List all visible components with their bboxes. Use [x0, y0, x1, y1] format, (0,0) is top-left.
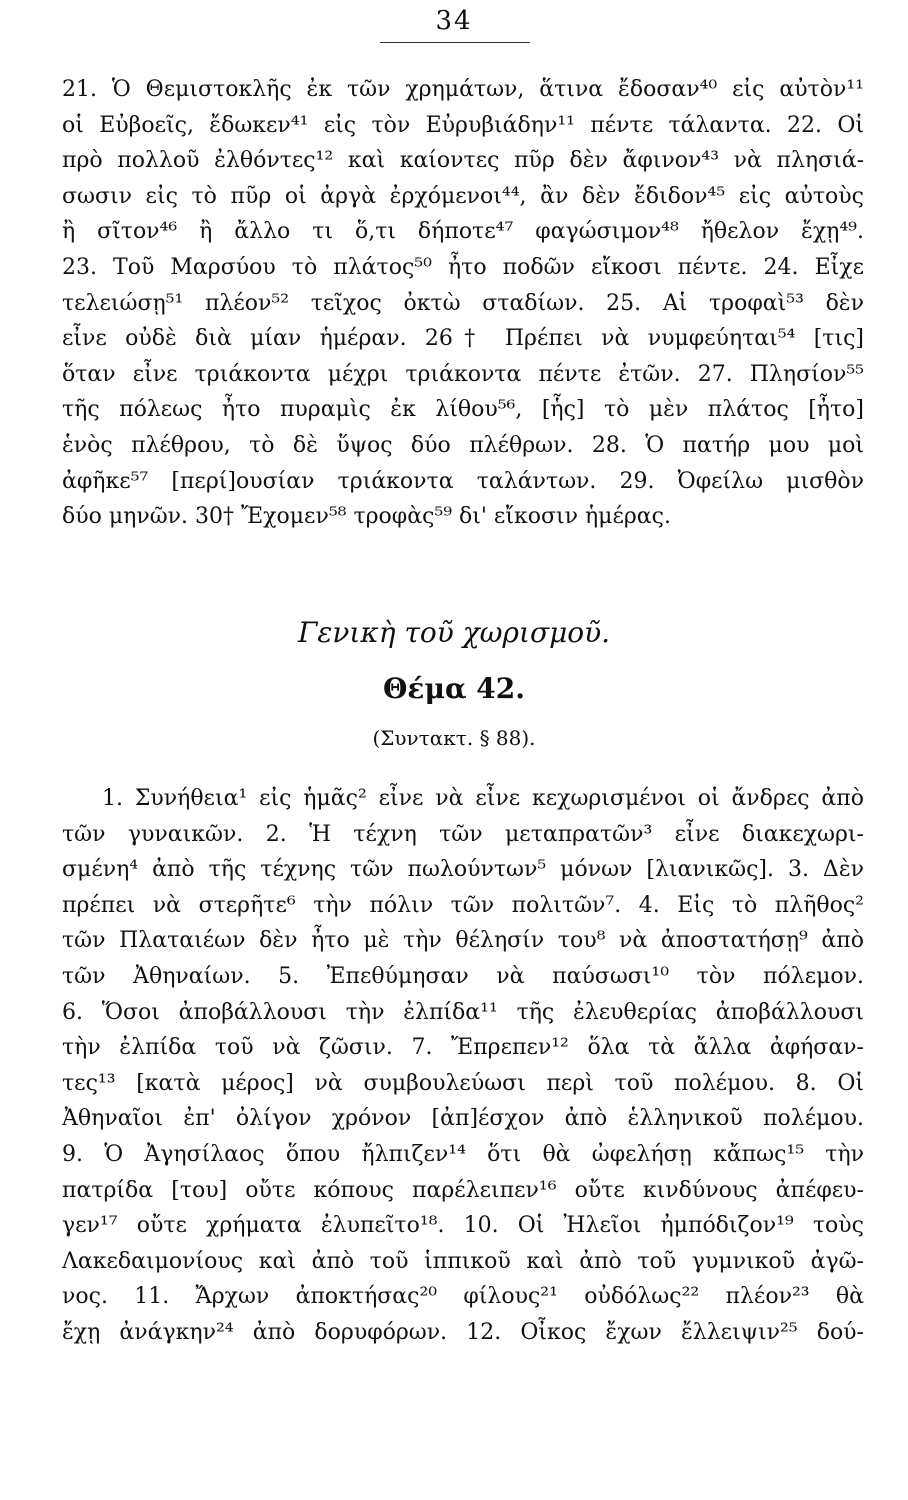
text-line: πρέπει νὰ στερῆτε⁶ τὴν πόλιν τῶν πολιτῶν⁷. 4. Εἰς τὸ πλῆθος² — [62, 892, 864, 918]
exercises-continued — [62, 72, 864, 535]
text-line: τῶν Ἀθηναίων. 5. Ἐπεθύμησαν νὰ παύσωσι¹⁰ τὸν πόλεμον. — [62, 963, 864, 989]
text-line: 6. Ὅσοι ἀποβάλλουσι τὴν ἐλπίδα¹¹ τῆς ἐλευθερίας ἀποβάλλουσι — [62, 999, 864, 1025]
text-line: πρὸ πολλοῦ ἐλθόντες¹² καὶ καίοντες πῦρ δὲν ἄφινον⁴³ νὰ πλησιά- — [62, 148, 864, 174]
text-line: τῆς πόλεως ἦτο πυραμὶς ἐκ λίθου⁵⁶, [ἧς] τὸ μὲν πλάτος [ἦτο] — [62, 397, 864, 423]
text-line: ἑνὸς πλέθρου, τὸ δὲ ὕψος δύο πλέθρων. 28. Ὁ πατήρ μου μοὶ — [62, 432, 864, 458]
syntax-reference: (Συντακτ. § 88). — [372, 726, 536, 750]
text-line: τῶν γυναικῶν. 2. Ἡ τέχνη τῶν μεταπρατῶν³ εἶνε διακεχωρι- — [62, 821, 864, 847]
text-line: τελειώσῃ⁵¹ πλέον⁵² τεῖχος ὀκτὼ σταδίων. 25. Αἱ τροφαὶ⁵³ δὲν — [62, 290, 864, 316]
text-line: σμένη⁴ ἀπὸ τῆς τέχνης τῶν πωλούντων⁵ μόνων [λιανικῶς]. 3. Δὲν — [62, 857, 864, 883]
text-line: τῶν Πλαταιέων δὲν ἦτο μὲ τὴν θέλησίν του⁸ νὰ ἀποστατήσῃ⁹ ἀπὸ — [62, 928, 864, 954]
text-line: οἱ Εὐβοεῖς, ἔδωκεν⁴¹ εἰς τὸν Εὐρυβιάδην¹¹ πέντε τάλαντα. 22. Οἱ — [62, 112, 864, 138]
text-line: 1. Συνήθεια¹ εἰς ἡμᾶς² εἶνε νὰ εἶνε κεχωρισμένοι οἱ ἄνδρες ἀπὸ — [102, 786, 864, 811]
text-line: τες¹³ [κατὰ μέρος] νὰ συμβουλεύωσι περὶ τοῦ πολέμου. 8. Οἱ — [62, 1070, 864, 1096]
section-title: Γενικὴ τοῦ χωρισμοῦ. — [297, 616, 611, 649]
text-line: ἀφῆκε⁵⁷ [περί]ουσίαν τριάκοντα ταλάντων. 29. Ὀφείλω μισθὸν — [62, 468, 864, 494]
text-line: δύο μηνῶν. 30† Ἔχομεν⁵⁸ τροφὰς⁵⁹ δι' εἴκοσιν ἡμέρας. — [62, 504, 671, 530]
text-line: 21. Ὁ Θεμιστοκλῆς ἐκ τῶν χρημάτων, ἅτινα ἔδοσαν⁴⁰ εἰς αὐτὸν¹¹ — [62, 77, 864, 102]
header-rule — [380, 42, 530, 43]
text-line: Ἀθηναῖοι ἐπ' ὀλίγον χρόνον [ἀπ]έσχον ἀπὸ ἑλληνικοῦ πολέμου. — [62, 1106, 864, 1132]
text-line: τὴν ἐλπίδα τοῦ νὰ ζῶσιν. 7. Ἔπρεπεν¹² ὅλα τὰ ἄλλα ἀφήσαν- — [62, 1035, 864, 1061]
exercises-theme-42 — [62, 781, 864, 1351]
text-line: 9. Ὁ Ἀγησίλαος ὅπου ἤλπιζεν¹⁴ ὅτι θὰ ὠφελήσῃ κἄπως¹⁵ τὴν — [62, 1141, 864, 1167]
text-line: νος. 11. Ἄρχων ἀποκτήσας²⁰ φίλους²¹ οὐδόλως²² πλέον²³ θὰ — [62, 1284, 864, 1310]
page-number: 34 — [435, 6, 473, 36]
text-line: ὅταν εἶνε τριάκοντα μέχρι τριάκοντα πέντε ἐτῶν. 27. Πλησίον⁵⁵ — [62, 361, 864, 387]
text-line: εἶνε οὐδὲ διὰ μίαν ἡμέραν. 26† Πρέπει νὰ νυμφεύηται⁵⁴ [τις] — [62, 326, 864, 352]
text-line: ἔχῃ ἀνάγκην²⁴ ἀπὸ δορυφόρων. 12. Οἶκος ἔχων ἔλλειψιν²⁵ δού- — [62, 1319, 864, 1345]
text-line: Λακεδαιμονίους καὶ ἀπὸ τοῦ ἱππικοῦ καὶ ἀπὸ τοῦ γυμνικοῦ ἀγῶ- — [62, 1248, 864, 1274]
text-line: σωσιν εἰς τὸ πῦρ οἱ ἀργὰ ἐρχόμενοι⁴⁴, ἂν δὲν ἔδιδον⁴⁵ εἰς αὐτοὺς — [62, 183, 864, 209]
text-line: 23. Τοῦ Μαρσύου τὸ πλάτος⁵⁰ ἦτο ποδῶν εἴκοσι πέντε. 24. Εἶχε — [62, 254, 864, 280]
theme-title: Θέμα 42. — [383, 672, 525, 705]
text-line: πατρίδα [του] οὔτε κόπους παρέλειπεν¹⁶ οὔτε κινδύνους ἀπέφευ- — [62, 1177, 864, 1203]
text-line: γεν¹⁷ οὔτε χρήματα ἐλυπεῖτο¹⁸. 10. Οἱ Ἠλεῖοι ἠμπόδιζον¹⁹ τοὺς — [62, 1213, 864, 1239]
text-line: ἢ σῖτον⁴⁶ ἢ ἄλλο τι ὅ,τι δήποτε⁴⁷ φαγώσιμον⁴⁸ ἤθελον ἔχῃ⁴⁹. — [62, 219, 864, 245]
